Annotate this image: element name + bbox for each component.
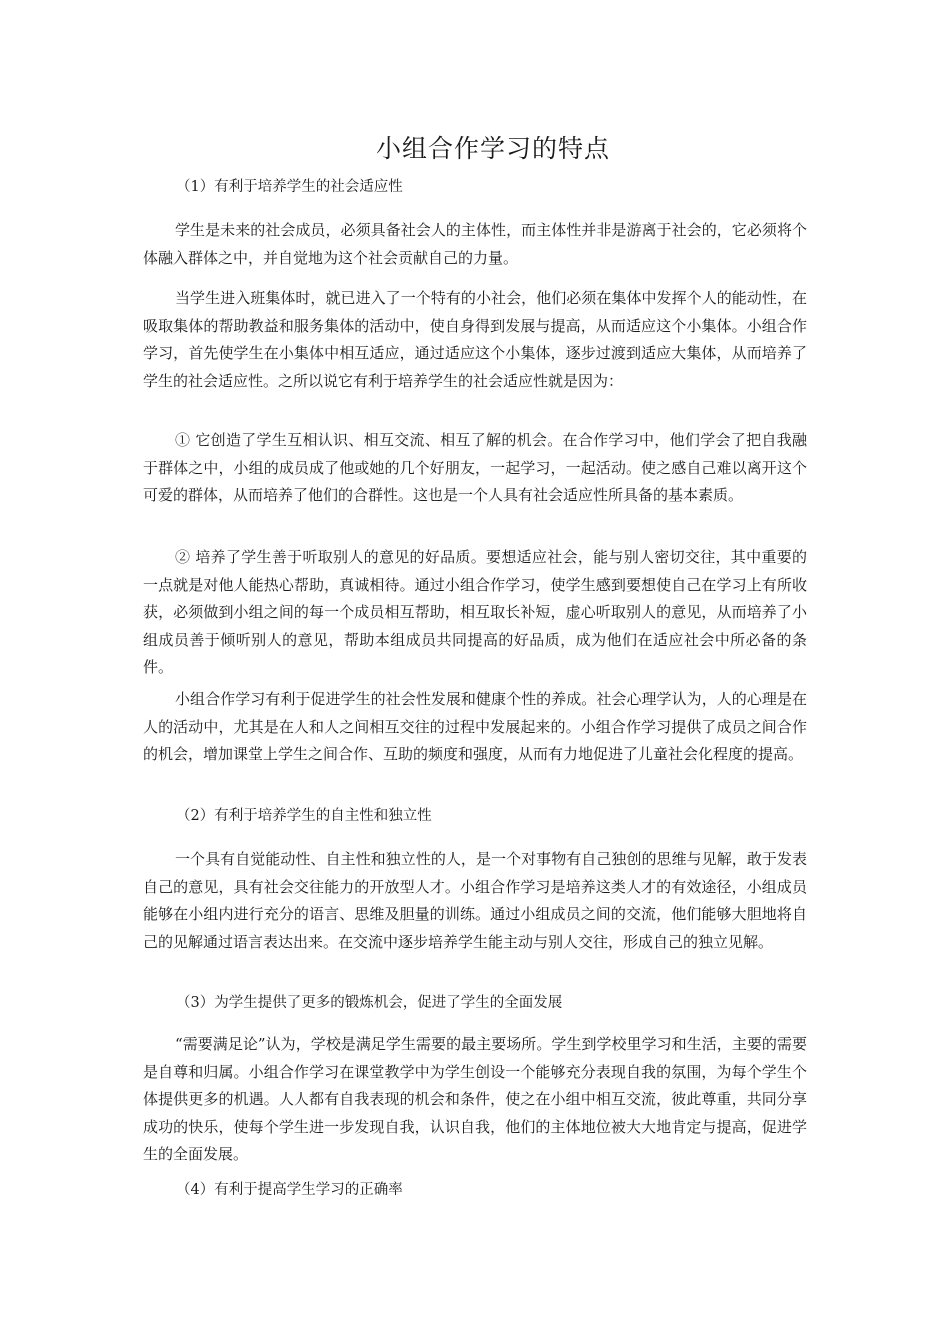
section-heading-1: （1）有利于培养学生的社会适应性: [176, 179, 403, 195]
paragraph: ② 培养了学生善于听取别人的意见的好品质。要想适应社会，能与别人密切交往，其中重要的一点就是对他人能热心帮助，真诚相待。通过小组合作学习，使学生感到要想使自己在学习上有所收获，必须做到小组之间的每一个成员相互帮助，相互取长补短，虚心听取别人的意见，从而培养了小组成员善于倾听别人的意见，帮助本组成员共同提高的好品质，成为他们在适应社会中所必备的条件。: [143, 548, 807, 677]
section-heading-4: （4）有利于提高学生学习的正确率: [176, 1182, 403, 1198]
section-heading-3: （3）为学生提供了更多的锻炼机会，促进了学生的全面发展: [176, 995, 563, 1011]
paragraph: “需要满足论”认为，学校是满足学生需要的最主要场所。学生到学校里学习和生活，主要的需要是自尊和归属。小组合作学习在课堂教学中为学生创设一个能够充分表现自我的氛围，为每个学生个体提供更多的机遇。人人都有自我表现的机会和条件，使之在小组中相互交流，彼此尊重，共同分享成功的快乐，使每个学生进一步发现自我，认识自我，他们的主体地位被大大地肯定与提高，促进学生的全面发展。: [143, 1035, 807, 1164]
paragraph: ① 它创造了学生互相认识、相互交流、相互了解的机会。在合作学习中，他们学会了把自我融于群体之中，小组的成员成了他或她的几个好朋友，一起学习，一起活动。使之感自己难以离开这个可爱的群体，从而培养了他们的合群性。这也是一个人具有社会适应性所具备的基本素质。: [143, 431, 807, 505]
section-heading-2: （2）有利于培养学生的自主性和独立性: [176, 808, 432, 824]
paragraph: 一个具有自觉能动性、自主性和独立性的人，是一个对事物有自己独创的思维与见解，敢于发表自己的意见，具有社会交往能力的开放型人才。小组合作学习是培养这类人才的有效途径，小组成员能够在小组内进行充分的语言、思维及胆量的训练。通过小组成员之间的交流，他们能够大胆地将自己的见解通过语言表达出来。在交流中逐步培养学生能主动与别人交往，形成自己的独立见解。: [143, 850, 807, 951]
paragraph: 学生是未来的社会成员，必须具备社会人的主体性，而主体性并非是游离于社会的，它必须将个体融入群体之中，并自觉地为这个社会贡献自己的力量。: [143, 221, 807, 267]
paragraph: 小组合作学习有利于促进学生的社会性发展和健康个性的养成。社会心理学认为，人的心理是在人的活动中，尤其是在人和人之间相互交往的过程中发展起来的。小组合作学习提供了成员之间合作的机会，增加课堂上学生之间合作、互助的频度和强度，从而有力地促进了儿童社会化程度的提高。: [143, 690, 807, 764]
document-title: 小组合作学习的特点: [375, 134, 610, 163]
paragraph: 当学生进入班集体时，就已进入了一个特有的小社会，他们必须在集体中发挥个人的能动性，在吸取集体的帮助教益和服务集体的活动中，使自身得到发展与提高，从而适应这个小集体。小组合作学习，首先使学生在小集体中相互适应，通过适应这个小集体，逐步过渡到适应大集体，从而培养了学生的社会适应性。之所以说它有利于培养学生的社会适应性就是因为：: [143, 289, 807, 390]
